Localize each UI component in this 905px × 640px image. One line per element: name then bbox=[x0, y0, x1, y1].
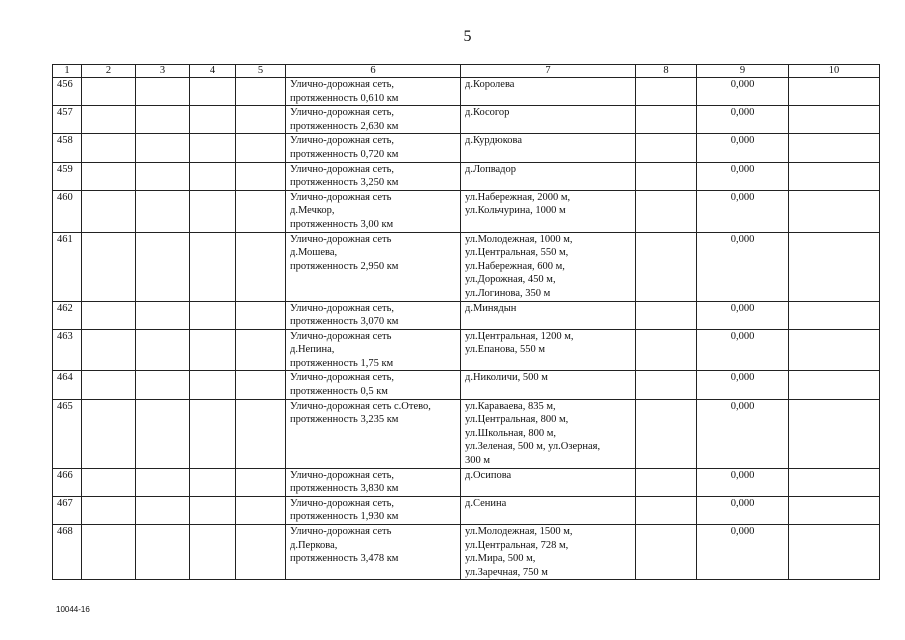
object-name-line: Улично-дорожная сеть, bbox=[290, 372, 395, 384]
object-name-line: Улично-дорожная сеть bbox=[290, 526, 392, 537]
register-table bbox=[52, 64, 880, 580]
value-cell: 0,000 bbox=[697, 134, 789, 162]
empty-cell bbox=[636, 78, 697, 106]
empty-cell bbox=[789, 190, 880, 232]
object-name-line: протяженность 3,070 км bbox=[290, 316, 399, 328]
location-cell bbox=[461, 496, 636, 524]
table-row bbox=[53, 162, 880, 190]
value-cell: 0,000 bbox=[697, 232, 789, 301]
value-cell: 0,000 bbox=[697, 371, 789, 399]
object-name-line: д.Мечкор, bbox=[290, 205, 335, 217]
table-row bbox=[53, 134, 880, 162]
object-name-line: Улично-дорожная сеть, bbox=[290, 79, 395, 90]
column-header: 10 bbox=[789, 65, 880, 78]
empty-cell bbox=[636, 468, 697, 496]
row-number-cell: 466 bbox=[53, 468, 82, 496]
empty-cell bbox=[82, 399, 136, 468]
location-line: ул.Набережная, 2000 м, bbox=[465, 191, 571, 203]
location-line: д.Сенина bbox=[465, 497, 507, 509]
empty-cell bbox=[636, 371, 697, 399]
location-cell bbox=[461, 106, 636, 134]
empty-cell bbox=[236, 162, 286, 190]
empty-cell bbox=[136, 399, 190, 468]
location-cell bbox=[461, 399, 636, 468]
empty-cell bbox=[789, 496, 880, 524]
empty-cell bbox=[636, 399, 697, 468]
row-number-cell: 456 bbox=[53, 78, 82, 106]
empty-cell bbox=[190, 468, 236, 496]
value-cell: 0,000 bbox=[697, 399, 789, 468]
value-cell: 0,000 bbox=[697, 329, 789, 371]
location-line: ул.Заречная, 750 м bbox=[465, 566, 548, 578]
object-name-cell bbox=[286, 468, 461, 496]
empty-cell bbox=[789, 232, 880, 301]
empty-cell bbox=[636, 106, 697, 134]
object-name-line: протяженность 3,235 км bbox=[290, 414, 399, 426]
table-row bbox=[53, 525, 880, 580]
empty-cell bbox=[236, 371, 286, 399]
object-name-line: протяженность 0,610 км bbox=[290, 92, 399, 104]
empty-cell bbox=[236, 399, 286, 468]
empty-cell bbox=[190, 371, 236, 399]
object-name-line: д.Мошева, bbox=[290, 247, 338, 259]
row-number-cell: 458 bbox=[53, 134, 82, 162]
empty-cell bbox=[136, 106, 190, 134]
location-line: ул.Центральная, 1200 м, bbox=[465, 330, 574, 342]
empty-cell bbox=[82, 134, 136, 162]
empty-cell bbox=[789, 162, 880, 190]
location-line: д.Николичи, 500 м bbox=[465, 372, 548, 384]
empty-cell bbox=[636, 496, 697, 524]
table-row bbox=[53, 329, 880, 371]
empty-cell bbox=[136, 162, 190, 190]
object-name-cell bbox=[286, 371, 461, 399]
empty-cell bbox=[636, 301, 697, 329]
column-header: 8 bbox=[636, 65, 697, 78]
location-line: ул.Молодежная, 1000 м, bbox=[465, 233, 573, 245]
column-number-row bbox=[53, 65, 880, 78]
empty-cell bbox=[82, 190, 136, 232]
empty-cell bbox=[82, 329, 136, 371]
location-line: ул.Мира, 500 м, bbox=[465, 553, 536, 565]
object-name-line: Улично-дорожная сеть bbox=[290, 330, 392, 342]
row-number-cell: 459 bbox=[53, 162, 82, 190]
location-line: ул.Центральная, 728 м, bbox=[465, 539, 569, 551]
object-name-line: протяженность 2,950 км bbox=[290, 260, 399, 272]
empty-cell bbox=[190, 78, 236, 106]
location-cell bbox=[461, 190, 636, 232]
table-row bbox=[53, 371, 880, 399]
table-row bbox=[53, 301, 880, 329]
table-row bbox=[53, 468, 880, 496]
empty-cell bbox=[789, 134, 880, 162]
object-name-line: протяженность 3,478 км bbox=[290, 553, 399, 565]
location-line: д.Лопвадор bbox=[465, 163, 517, 175]
object-name-line: протяженность 2,630 км bbox=[290, 120, 399, 132]
location-cell bbox=[461, 78, 636, 106]
table-body bbox=[53, 78, 880, 580]
empty-cell bbox=[789, 468, 880, 496]
empty-cell bbox=[190, 106, 236, 134]
empty-cell bbox=[82, 468, 136, 496]
object-name-line: д.Перкова, bbox=[290, 539, 338, 551]
row-number-cell: 468 bbox=[53, 525, 82, 580]
value-cell: 0,000 bbox=[697, 496, 789, 524]
table-row bbox=[53, 78, 880, 106]
object-name-line: Улично-дорожная сеть, bbox=[290, 302, 395, 314]
location-line: д.Осипова bbox=[465, 469, 512, 481]
location-cell bbox=[461, 134, 636, 162]
column-header: 4 bbox=[190, 65, 236, 78]
empty-cell bbox=[190, 162, 236, 190]
object-name-line: д.Непина, bbox=[290, 344, 335, 356]
location-line: ул.Центральная, 800 м, bbox=[465, 414, 569, 426]
object-name-line: Улично-дорожная сеть bbox=[290, 191, 392, 203]
table-row bbox=[53, 496, 880, 524]
object-name-cell bbox=[286, 190, 461, 232]
empty-cell bbox=[236, 106, 286, 134]
object-name-line: Улично-дорожная сеть, bbox=[290, 469, 395, 481]
empty-cell bbox=[636, 190, 697, 232]
document-code: 10044-16 bbox=[56, 605, 90, 614]
empty-cell bbox=[136, 301, 190, 329]
object-name-line: протяженность 3,250 км bbox=[290, 177, 399, 189]
row-number-cell: 467 bbox=[53, 496, 82, 524]
empty-cell bbox=[236, 496, 286, 524]
table-row bbox=[53, 190, 880, 232]
value-cell: 0,000 bbox=[697, 78, 789, 106]
location-line: ул.Епанова, 550 м bbox=[465, 344, 545, 356]
empty-cell bbox=[82, 162, 136, 190]
empty-cell bbox=[190, 525, 236, 580]
location-line: 300 м bbox=[465, 455, 491, 467]
value-cell: 0,000 bbox=[697, 162, 789, 190]
empty-cell bbox=[789, 399, 880, 468]
column-header: 7 bbox=[461, 65, 636, 78]
empty-cell bbox=[136, 496, 190, 524]
row-number-cell: 462 bbox=[53, 301, 82, 329]
empty-cell bbox=[636, 162, 697, 190]
location-line: д.Минядын bbox=[465, 302, 517, 314]
row-number-cell: 465 bbox=[53, 399, 82, 468]
empty-cell bbox=[136, 134, 190, 162]
empty-cell bbox=[82, 496, 136, 524]
column-header: 2 bbox=[82, 65, 136, 78]
column-header: 9 bbox=[697, 65, 789, 78]
object-name-cell bbox=[286, 134, 461, 162]
location-cell bbox=[461, 468, 636, 496]
object-name-cell bbox=[286, 496, 461, 524]
empty-cell bbox=[82, 301, 136, 329]
empty-cell bbox=[136, 525, 190, 580]
empty-cell bbox=[636, 232, 697, 301]
empty-cell bbox=[236, 468, 286, 496]
column-header: 1 bbox=[53, 65, 82, 78]
empty-cell bbox=[82, 525, 136, 580]
object-name-line: протяженность 0,720 км bbox=[290, 148, 399, 160]
row-number-cell: 460 bbox=[53, 190, 82, 232]
empty-cell bbox=[82, 106, 136, 134]
empty-cell bbox=[190, 134, 236, 162]
object-name-cell bbox=[286, 329, 461, 371]
value-cell: 0,000 bbox=[697, 190, 789, 232]
empty-cell bbox=[190, 329, 236, 371]
empty-cell bbox=[789, 106, 880, 134]
row-number-cell: 463 bbox=[53, 329, 82, 371]
location-line: д.Косогор bbox=[465, 107, 510, 119]
location-cell bbox=[461, 329, 636, 371]
object-name-line: Улично-дорожная сеть bbox=[290, 233, 392, 245]
empty-cell bbox=[190, 301, 236, 329]
empty-cell bbox=[190, 496, 236, 524]
empty-cell bbox=[636, 525, 697, 580]
empty-cell bbox=[136, 371, 190, 399]
object-name-line: протяженность 0,5 км bbox=[290, 386, 388, 398]
object-name-line: Улично-дорожная сеть, bbox=[290, 107, 395, 119]
empty-cell bbox=[82, 232, 136, 301]
location-cell bbox=[461, 232, 636, 301]
location-line: д.Королева bbox=[465, 79, 515, 90]
empty-cell bbox=[636, 329, 697, 371]
table-row bbox=[53, 232, 880, 301]
empty-cell bbox=[236, 232, 286, 301]
empty-cell bbox=[789, 525, 880, 580]
empty-cell bbox=[136, 190, 190, 232]
table-row bbox=[53, 106, 880, 134]
location-cell bbox=[461, 162, 636, 190]
object-name-line: протяженность 3,00 км bbox=[290, 218, 394, 230]
column-header: 5 bbox=[236, 65, 286, 78]
object-name-line: Улично-дорожная сеть, bbox=[290, 163, 395, 175]
row-number-cell: 464 bbox=[53, 371, 82, 399]
empty-cell bbox=[236, 525, 286, 580]
value-cell: 0,000 bbox=[697, 301, 789, 329]
location-cell bbox=[461, 525, 636, 580]
location-line: ул.Кольчурина, 1000 м bbox=[465, 205, 566, 217]
object-name-cell bbox=[286, 399, 461, 468]
empty-cell bbox=[789, 329, 880, 371]
object-name-cell bbox=[286, 78, 461, 106]
location-line: ул.Набережная, 600 м, bbox=[465, 260, 565, 272]
location-cell bbox=[461, 371, 636, 399]
empty-cell bbox=[236, 301, 286, 329]
location-cell bbox=[461, 301, 636, 329]
empty-cell bbox=[136, 232, 190, 301]
empty-cell bbox=[136, 78, 190, 106]
location-line: ул.Школьная, 800 м, bbox=[465, 427, 556, 439]
value-cell: 0,000 bbox=[697, 525, 789, 580]
empty-cell bbox=[236, 190, 286, 232]
location-line: ул.Логинова, 350 м bbox=[465, 287, 551, 299]
table-row bbox=[53, 399, 880, 468]
empty-cell bbox=[636, 134, 697, 162]
location-line: ул.Дорожная, 450 м, bbox=[465, 274, 556, 286]
object-name-cell bbox=[286, 232, 461, 301]
object-name-cell bbox=[286, 162, 461, 190]
value-cell: 0,000 bbox=[697, 106, 789, 134]
empty-cell bbox=[136, 329, 190, 371]
empty-cell bbox=[236, 78, 286, 106]
empty-cell bbox=[789, 301, 880, 329]
empty-cell bbox=[190, 232, 236, 301]
column-header: 6 bbox=[286, 65, 461, 78]
object-name-line: протяженность 1,930 км bbox=[290, 511, 399, 523]
location-line: ул.Зеленая, 500 м, ул.Озерная, bbox=[465, 441, 601, 453]
object-name-line: Улично-дорожная сеть с.Отево, bbox=[290, 400, 431, 412]
object-name-cell bbox=[286, 301, 461, 329]
location-line: ул.Молодежная, 1500 м, bbox=[465, 526, 573, 537]
location-line: д.Курдюкова bbox=[465, 135, 523, 147]
object-name-cell bbox=[286, 525, 461, 580]
empty-cell bbox=[789, 371, 880, 399]
empty-cell bbox=[82, 371, 136, 399]
object-name-line: Улично-дорожная сеть, bbox=[290, 497, 395, 509]
object-name-line: протяженность 1,75 км bbox=[290, 357, 394, 369]
page-number: 5 bbox=[463, 28, 472, 45]
column-header: 3 bbox=[136, 65, 190, 78]
value-cell: 0,000 bbox=[697, 468, 789, 496]
location-line: ул.Центральная, 550 м, bbox=[465, 247, 569, 259]
empty-cell bbox=[136, 468, 190, 496]
empty-cell bbox=[82, 78, 136, 106]
empty-cell bbox=[190, 399, 236, 468]
object-name-cell bbox=[286, 106, 461, 134]
empty-cell bbox=[236, 134, 286, 162]
empty-cell bbox=[236, 329, 286, 371]
empty-cell bbox=[190, 190, 236, 232]
empty-cell bbox=[789, 78, 880, 106]
object-name-line: протяженность 3,830 км bbox=[290, 483, 399, 495]
row-number-cell: 457 bbox=[53, 106, 82, 134]
location-line: ул.Караваева, 835 м, bbox=[465, 400, 556, 412]
row-number-cell: 461 bbox=[53, 232, 82, 301]
object-name-line: Улично-дорожная сеть, bbox=[290, 135, 395, 147]
